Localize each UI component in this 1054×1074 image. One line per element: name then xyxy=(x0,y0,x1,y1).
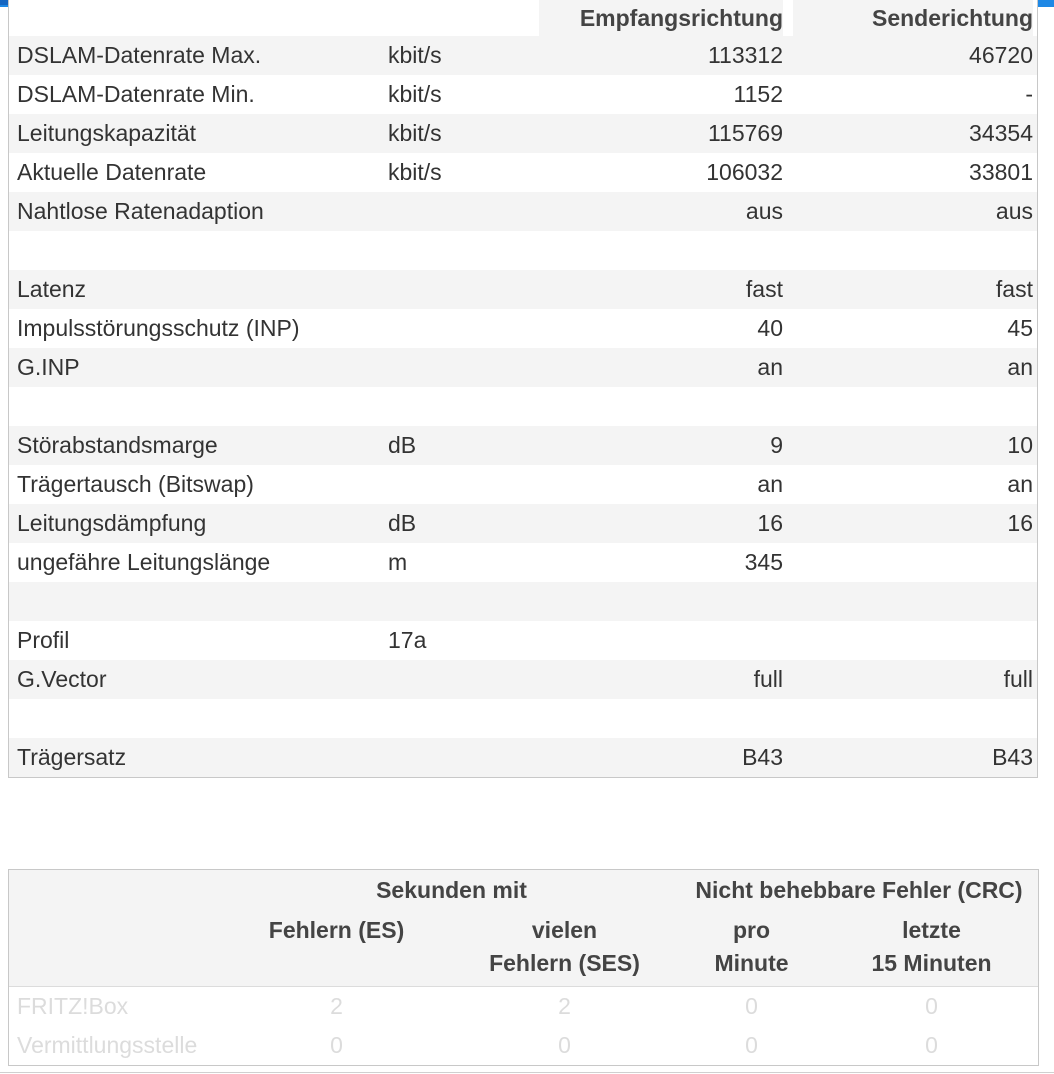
row-send-value: 46720 xyxy=(969,42,1033,68)
row-ses-value: 0 xyxy=(558,1032,571,1058)
row-unit: kbit/s xyxy=(388,120,442,146)
row-send-value: 45 xyxy=(1007,315,1033,341)
page-bottom-divider xyxy=(0,1072,1054,1073)
row-label: G.INP xyxy=(17,354,80,380)
table-row-spacer xyxy=(9,387,1037,426)
table-row xyxy=(9,986,1038,1026)
row-unit: dB xyxy=(388,432,417,458)
error-statistics-table xyxy=(8,869,1039,1066)
header-col-crc-15-line2: 15 Minuten xyxy=(871,950,992,976)
table-row xyxy=(9,36,1037,75)
error-table-header xyxy=(9,870,1038,986)
row-receive-value: full xyxy=(753,666,783,692)
table-row xyxy=(9,114,1037,153)
table-row xyxy=(9,192,1037,231)
row-label: Nahtlose Ratenadaption xyxy=(17,198,264,224)
row-receive-value: 115769 xyxy=(707,120,783,146)
row-label: Profil xyxy=(17,627,70,653)
row-receive-value: 113312 xyxy=(707,42,783,68)
table-row xyxy=(9,738,1037,777)
row-label: Latenz xyxy=(17,276,87,302)
row-label: Störabstandsmarge xyxy=(17,432,218,458)
header-send-direction: Senderichtung xyxy=(793,0,1033,36)
row-send-value: B43 xyxy=(992,744,1033,770)
row-receive-value: 345 xyxy=(744,549,783,575)
header-receive-direction: Empfangsrichtung xyxy=(539,0,783,36)
header-col-crc-min-line2: Minute xyxy=(714,950,789,976)
header-group-crc: Nicht behebbare Fehler (CRC) xyxy=(695,877,1023,903)
table-row-spacer xyxy=(9,231,1037,270)
row-label: Trägertausch (Bitswap) xyxy=(17,471,254,497)
row-label: Impulsstörungsschutz (INP) xyxy=(17,315,300,341)
row-receive-value: B43 xyxy=(742,744,783,770)
row-unit: 17a xyxy=(388,627,427,653)
row-crc-min-value: 0 xyxy=(745,1032,758,1058)
row-unit: dB xyxy=(388,510,417,536)
table-row xyxy=(9,426,1037,465)
row-label: DSLAM-Datenrate Max. xyxy=(17,42,262,68)
table-row-spacer xyxy=(9,699,1037,738)
header-group-seconds: Sekunden mit xyxy=(376,877,527,903)
table-row xyxy=(9,504,1037,543)
row-label: Leitungskapazität xyxy=(17,120,197,146)
row-unit: kbit/s xyxy=(388,42,442,68)
row-crc-min-value: 0 xyxy=(745,993,758,1019)
table-row xyxy=(9,1026,1038,1065)
row-ses-value: 2 xyxy=(558,993,571,1019)
row-send-value: fast xyxy=(995,276,1033,302)
table-row xyxy=(9,465,1037,504)
row-label: ungefähre Leitungslänge xyxy=(17,549,271,575)
row-send-value: an xyxy=(1007,354,1033,380)
row-receive-value: 106032 xyxy=(706,159,783,185)
row-send-value: 34354 xyxy=(969,120,1033,146)
row-receive-value: aus xyxy=(745,198,783,224)
row-label: Aktuelle Datenrate xyxy=(17,159,207,185)
row-label: Vermittlungsstelle xyxy=(17,1032,198,1058)
row-receive-value: 16 xyxy=(757,510,783,536)
row-es-value: 0 xyxy=(330,1032,343,1058)
row-receive-value: fast xyxy=(745,276,783,302)
row-receive-value: 1152 xyxy=(733,81,783,107)
row-crc-15-value: 0 xyxy=(925,1032,938,1058)
row-unit: kbit/s xyxy=(388,159,442,185)
row-unit: kbit/s xyxy=(388,81,442,107)
table-row-spacer xyxy=(9,582,1037,621)
row-crc-15-value: 0 xyxy=(925,993,938,1019)
row-receive-value: an xyxy=(757,354,783,380)
table-row xyxy=(9,543,1037,582)
header-col-crc-15-line1: letzte xyxy=(902,917,961,943)
row-receive-value: an xyxy=(757,471,783,497)
row-label: DSLAM-Datenrate Min. xyxy=(17,81,255,107)
header-col-es: Fehlern (ES) xyxy=(268,917,405,943)
header-col-crc-min-line1: pro xyxy=(732,917,771,943)
row-receive-value: 40 xyxy=(757,315,783,341)
header-col-ses-line1: vielen xyxy=(531,917,598,943)
table-row xyxy=(9,621,1037,660)
table-row xyxy=(9,75,1037,114)
header-col-ses-line2: Fehlern (SES) xyxy=(489,950,640,976)
row-label: G.Vector xyxy=(17,666,107,692)
row-send-value: 33801 xyxy=(969,159,1033,185)
table-row xyxy=(9,153,1037,192)
table-row xyxy=(9,309,1037,348)
row-es-value: 2 xyxy=(330,993,343,1019)
row-send-value: an xyxy=(1007,471,1033,497)
dsl-info-table xyxy=(8,0,1038,778)
row-send-value: - xyxy=(1025,81,1033,107)
row-label: FRITZ!Box xyxy=(17,993,129,1019)
row-send-value: 10 xyxy=(1007,432,1033,458)
row-receive-value: 9 xyxy=(770,432,783,458)
row-label: Trägersatz xyxy=(17,744,127,770)
dsl-table-header xyxy=(9,0,1037,36)
table-row xyxy=(9,270,1037,309)
row-label: Leitungsdämpfung xyxy=(17,510,207,536)
table-row xyxy=(9,660,1037,699)
row-send-value: 16 xyxy=(1007,510,1033,536)
row-send-value: aus xyxy=(995,198,1033,224)
row-send-value: full xyxy=(1003,666,1033,692)
table-row xyxy=(9,348,1037,387)
row-unit: m xyxy=(388,549,408,575)
